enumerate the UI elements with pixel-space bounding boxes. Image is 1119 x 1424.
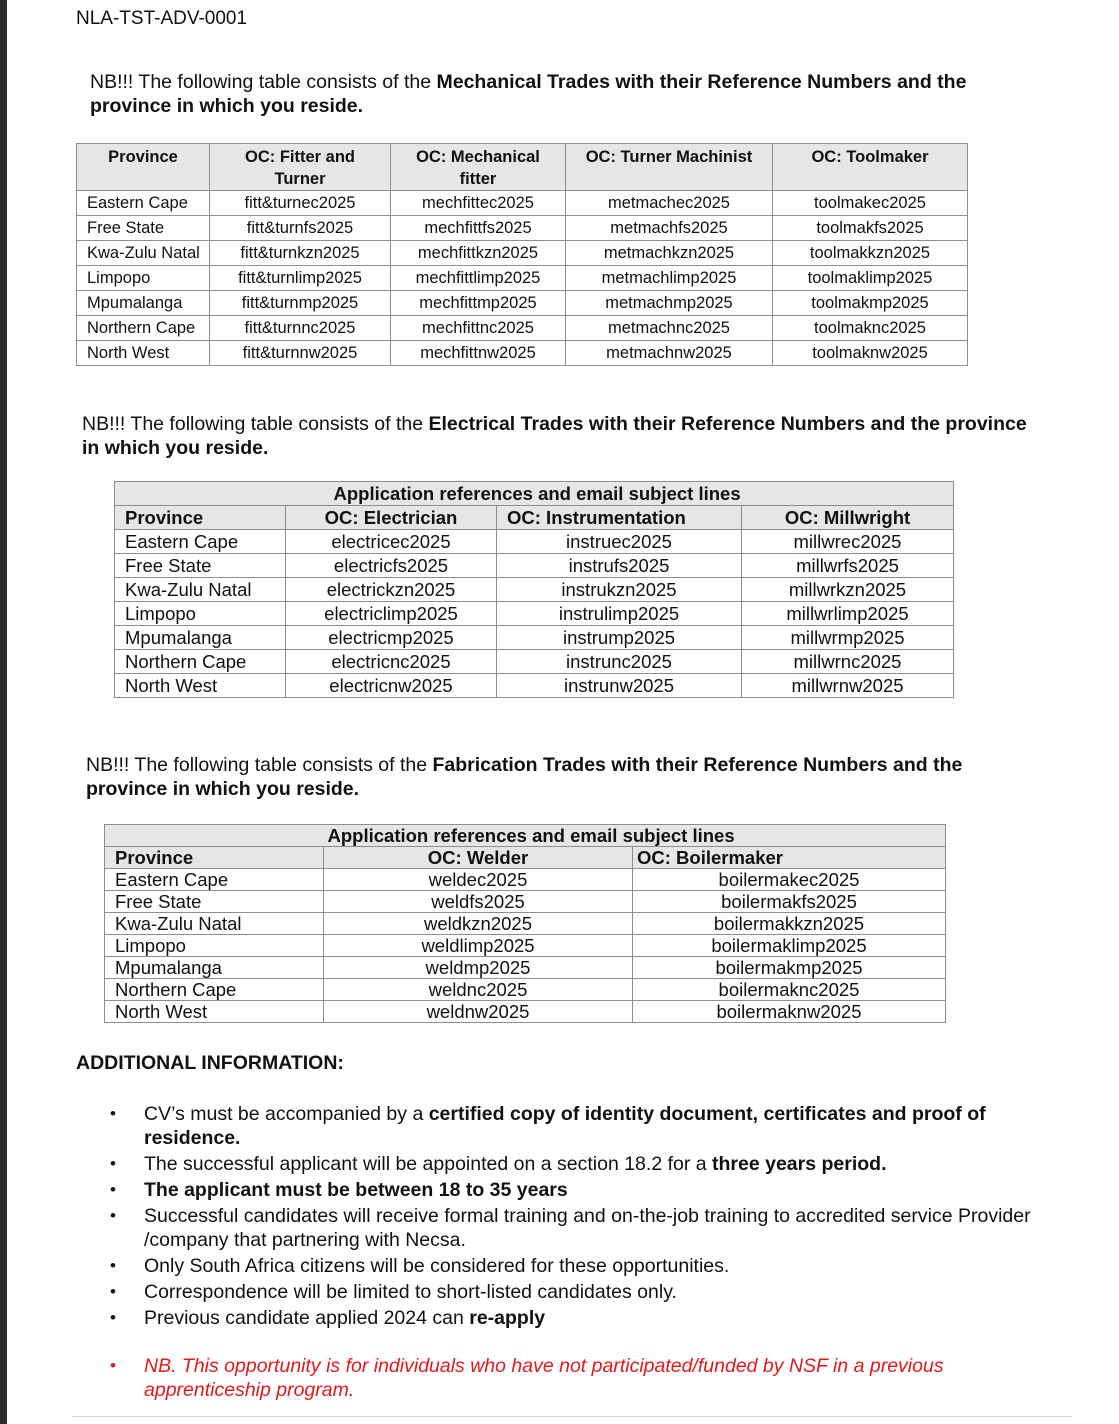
table-row: [115, 530, 954, 554]
list-item-text: Successful candidates will receive formal training and on-the-job training to accredited service Provider /company that partnering with Necsa.: [144, 1205, 1031, 1251]
cell-province: Free State: [77, 216, 210, 241]
cell-ref: metmachnc2025: [566, 316, 773, 341]
cell-ref: boilermakec2025: [633, 869, 946, 891]
table-row: [105, 1001, 946, 1023]
table-row: [77, 216, 968, 241]
table-header-row: [105, 847, 946, 869]
cell-ref: instrunw2025: [497, 674, 742, 698]
bullet-icon: •: [110, 1256, 116, 1275]
header-province: Province: [105, 847, 324, 869]
cell-province: North West: [115, 674, 286, 698]
electrical-intro-bold: Electrical Trades with their Reference Numbers and the province in which you reside.: [82, 413, 1027, 459]
table-row: [115, 650, 954, 674]
cell-ref: mechfittnw2025: [391, 341, 566, 366]
mechanical-trades-table: [76, 143, 968, 366]
cell-ref: weldmp2025: [324, 957, 633, 979]
header-province: Province: [115, 506, 286, 530]
cell-ref: metmachec2025: [566, 191, 773, 216]
list-item: [104, 1204, 1034, 1252]
list-item-bold: certified copy of identity document, certificates and proof of residence.: [144, 1103, 986, 1149]
table-row: [105, 891, 946, 913]
cell-province: Limpopo: [105, 935, 324, 957]
list-item-text: Correspondence will be limited to short-listed candidates only.: [144, 1281, 677, 1303]
cell-province: Mpumalanga: [115, 626, 286, 650]
list-item: [104, 1280, 1034, 1304]
list-item: [104, 1306, 1034, 1330]
table-row: [77, 316, 968, 341]
cell-ref: instrulimp2025: [497, 602, 742, 626]
cell-ref: toolmakec2025: [773, 191, 968, 216]
header-toolmaker: OC: Toolmaker: [773, 144, 968, 191]
nb-note-text: NB. This opportunity is for individuals who have not participated/funded by NSF in a previous apprenticeship program.: [144, 1355, 944, 1401]
table-header-row: [77, 144, 968, 191]
cell-province: Kwa-Zulu Natal: [115, 578, 286, 602]
cell-ref: metmachmp2025: [566, 291, 773, 316]
cell-province: Eastern Cape: [115, 530, 286, 554]
table-row: [77, 191, 968, 216]
list-item-text: Previous candidate applied 2024 can: [144, 1307, 470, 1329]
table-row: [77, 291, 968, 316]
left-edge-bar: [0, 0, 7, 1424]
cell-ref: millwrec2025: [742, 530, 954, 554]
cell-ref: fitt&turnnw2025: [210, 341, 391, 366]
cell-ref: millwrnw2025: [742, 674, 954, 698]
additional-info-heading: ADDITIONAL INFORMATION:: [76, 1052, 344, 1074]
cell-ref: weldnw2025: [324, 1001, 633, 1023]
list-item: [104, 1102, 1034, 1150]
cell-ref: mechfittnc2025: [391, 316, 566, 341]
cell-ref: millwrnc2025: [742, 650, 954, 674]
cell-province: Limpopo: [77, 266, 210, 291]
cell-ref: metmachnw2025: [566, 341, 773, 366]
cell-ref: toolmakmp2025: [773, 291, 968, 316]
cell-province: North West: [77, 341, 210, 366]
cell-province: Free State: [115, 554, 286, 578]
list-item-text: Only South Africa citizens will be considered for these opportunities.: [144, 1255, 730, 1277]
cell-province: Limpopo: [115, 602, 286, 626]
cell-province: Northern Cape: [105, 979, 324, 1001]
fabrication-trades-table: [104, 824, 946, 1023]
cell-ref: mechfittec2025: [391, 191, 566, 216]
list-item-bold: The applicant must be between 18 to 35 years: [144, 1179, 568, 1201]
header-fitter-turner: [210, 144, 391, 191]
cell-ref: mechfittfs2025: [391, 216, 566, 241]
cell-ref: toolmakfs2025: [773, 216, 968, 241]
table-row: [115, 602, 954, 626]
cell-ref: boilermakmp2025: [633, 957, 946, 979]
nb-note: [104, 1354, 1034, 1402]
cell-ref: instrufs2025: [497, 554, 742, 578]
electrical-intro: [82, 412, 1042, 460]
header-mechanical-fitter-label: OC: Mechanical fitter: [416, 148, 540, 188]
cell-ref: electricnc2025: [286, 650, 497, 674]
cell-ref: toolmakkzn2025: [773, 241, 968, 266]
group-header: Application references and email subject lines: [324, 825, 946, 847]
cell-province: Northern Cape: [115, 650, 286, 674]
electrical-intro-prefix: NB!!! The following table consists of the: [82, 413, 429, 435]
table-row: [115, 626, 954, 650]
header-instrumentation: [497, 506, 742, 530]
list-item-text: CV’s must be accompanied by a: [144, 1103, 429, 1125]
header-welder: OC: Welder: [324, 847, 633, 869]
table-row: [105, 935, 946, 957]
additional-info-list: [104, 1102, 1034, 1332]
mechanical-intro-prefix: NB!!! The following table consists of the: [90, 71, 437, 93]
cell-province: Northern Cape: [77, 316, 210, 341]
cell-ref: millwrkzn2025: [742, 578, 954, 602]
cell-province: Mpumalanga: [77, 291, 210, 316]
table-row: [115, 554, 954, 578]
list-item-bold: re-apply: [469, 1307, 546, 1329]
cell-ref: millwrfs2025: [742, 554, 954, 578]
cell-ref: fitt&turnfs2025: [210, 216, 391, 241]
table-header-row: [115, 506, 954, 530]
cell-ref: instrump2025: [497, 626, 742, 650]
table-row: [77, 266, 968, 291]
table-group-header-row: [105, 825, 946, 847]
cell-ref: electriclimp2025: [286, 602, 497, 626]
bullet-icon: •: [110, 1356, 116, 1375]
cell-ref: boilermakfs2025: [633, 891, 946, 913]
bullet-icon: •: [110, 1154, 116, 1173]
cell-ref: mechfittkzn2025: [391, 241, 566, 266]
group-header-spacer: [115, 482, 286, 506]
list-item-text: The successful applicant will be appointed on a section 18.2 for a: [144, 1153, 713, 1175]
cell-ref: fitt&turnlimp2025: [210, 266, 391, 291]
cell-ref: fitt&turnnc2025: [210, 316, 391, 341]
cell-ref: metmachfs2025: [566, 216, 773, 241]
table-group-header-row: [115, 482, 954, 506]
cell-ref: toolmaknw2025: [773, 341, 968, 366]
cell-ref: boilermakkzn2025: [633, 913, 946, 935]
cell-ref: boilermaklimp2025: [633, 935, 946, 957]
cell-ref: weldnc2025: [324, 979, 633, 1001]
list-item: [104, 1254, 1034, 1278]
list-item: [104, 1178, 1034, 1202]
fabrication-intro-bold: Fabrication Trades with their Reference Numbers and the province in which you reside.: [86, 754, 963, 800]
cell-ref: electricmp2025: [286, 626, 497, 650]
header-province: Province: [77, 144, 210, 191]
bullet-icon: •: [110, 1104, 116, 1123]
cell-province: Free State: [105, 891, 324, 913]
cell-ref: metmachlimp2025: [566, 266, 773, 291]
cell-ref: boilermaknc2025: [633, 979, 946, 1001]
header-millwright: OC: Millwright: [742, 506, 954, 530]
cell-ref: toolmaknc2025: [773, 316, 968, 341]
header-turner-machinist: OC: Turner Machinist: [566, 144, 773, 191]
cell-province: Kwa-Zulu Natal: [105, 913, 324, 935]
cell-ref: millwrlimp2025: [742, 602, 954, 626]
cell-ref: fitt&turnkzn2025: [210, 241, 391, 266]
cell-ref: weldkzn2025: [324, 913, 633, 935]
table-row: [105, 979, 946, 1001]
electrical-trades-table: [114, 481, 954, 698]
group-header-spacer: [105, 825, 324, 847]
table-row: [105, 957, 946, 979]
cell-ref: instrukzn2025: [497, 578, 742, 602]
fabrication-intro: [86, 753, 1046, 801]
mechanical-intro: [90, 70, 1050, 118]
cell-province: Kwa-Zulu Natal: [77, 241, 210, 266]
header-mechanical-fitter: [391, 144, 566, 191]
cell-ref: electricec2025: [286, 530, 497, 554]
cell-ref: fitt&turnec2025: [210, 191, 391, 216]
cell-ref: boilermaknw2025: [633, 1001, 946, 1023]
bullet-icon: •: [110, 1308, 116, 1327]
cell-ref: mechfittmp2025: [391, 291, 566, 316]
table-row: [115, 578, 954, 602]
cell-ref: weldfs2025: [324, 891, 633, 913]
header-electrician: OC: Electrician: [286, 506, 497, 530]
cell-ref: electricfs2025: [286, 554, 497, 578]
table-row: [115, 674, 954, 698]
table-row: [77, 341, 968, 366]
cell-province: Eastern Cape: [77, 191, 210, 216]
cell-ref: toolmaklimp2025: [773, 266, 968, 291]
cell-ref: weldlimp2025: [324, 935, 633, 957]
cell-ref: electricnw2025: [286, 674, 497, 698]
cell-ref: millwrmp2025: [742, 626, 954, 650]
cell-ref: fitt&turnmp2025: [210, 291, 391, 316]
header-instrumentation-label: OC: Instrumentation: [507, 506, 686, 528]
table-row: [77, 241, 968, 266]
header-fitter-turner-label: OC: Fitter and Turner: [245, 148, 355, 188]
cell-province: Mpumalanga: [105, 957, 324, 979]
cell-province: Eastern Cape: [105, 869, 324, 891]
mechanical-intro-bold: Mechanical Trades with their Reference Numbers and the province in which you reside.: [90, 71, 967, 117]
cell-ref: weldec2025: [324, 869, 633, 891]
cell-ref: mechfittlimp2025: [391, 266, 566, 291]
bullet-icon: •: [110, 1206, 116, 1225]
table-row: [105, 869, 946, 891]
header-boilermaker: OC: Boilermaker: [633, 847, 946, 869]
cell-province: North West: [105, 1001, 324, 1023]
fabrication-intro-prefix: NB!!! The following table consists of the: [86, 754, 433, 776]
cell-ref: electrickzn2025: [286, 578, 497, 602]
table-row: [105, 913, 946, 935]
document-reference: NLA-TST-ADV-0001: [76, 8, 248, 29]
divider: [72, 1416, 1072, 1417]
bullet-icon: •: [110, 1282, 116, 1301]
list-item-bold: three years period.: [712, 1153, 887, 1175]
group-header: Application references and email subject lines: [286, 482, 954, 506]
cell-ref: instrunc2025: [497, 650, 742, 674]
cell-ref: instruec2025: [497, 530, 742, 554]
cell-ref: metmachkzn2025: [566, 241, 773, 266]
bullet-icon: •: [110, 1180, 116, 1199]
list-item: [104, 1152, 1034, 1176]
